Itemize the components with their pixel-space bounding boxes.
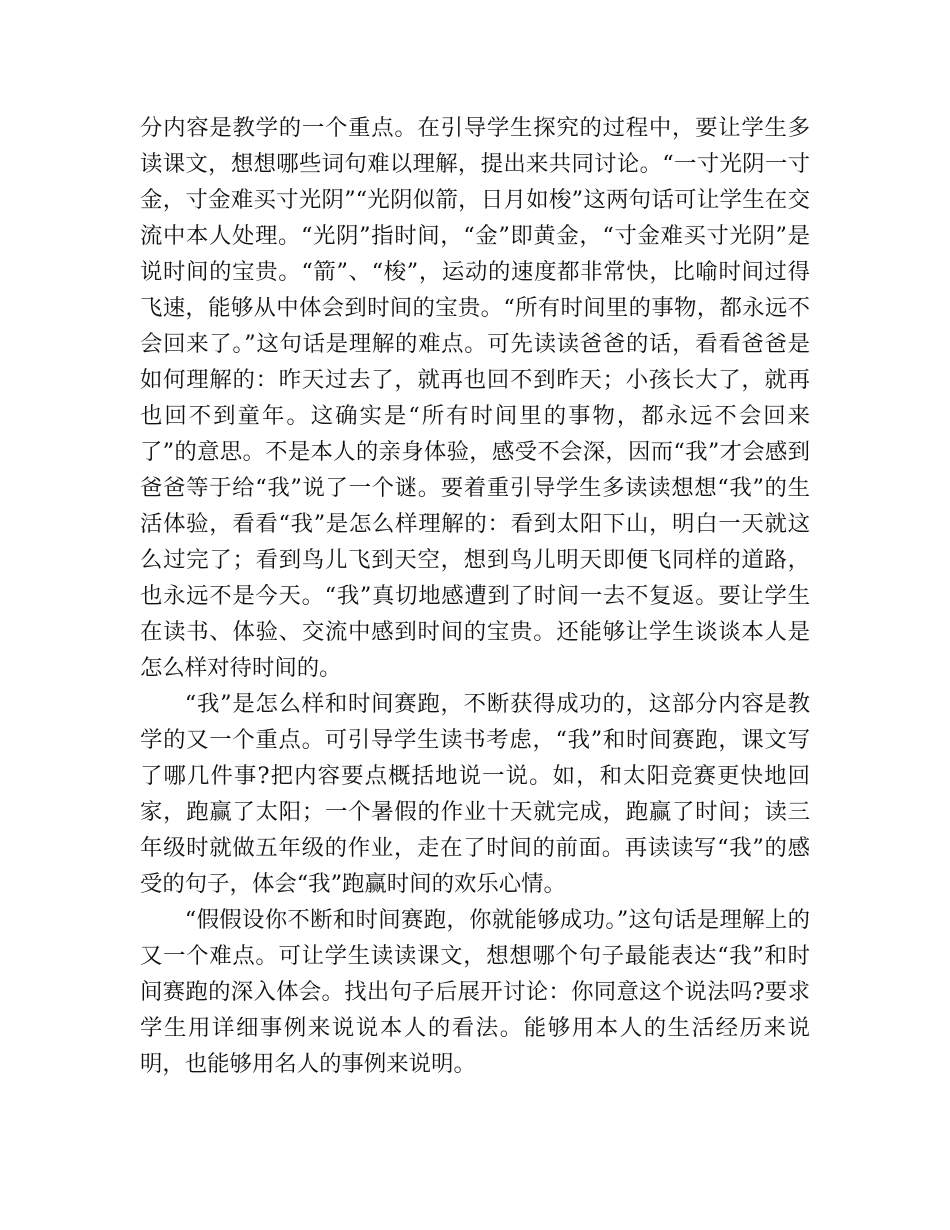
paragraph-3: “假假设你不断和时间赛跑，你就能够成功。”这句话是理解上的又一个难点。可让学生读读课文，想想哪个句子最能表达“我”和时间赛跑的深入体会。找出句子后展开讨论：你同意这个说法吗?要求学生用详细事例来说说本人的看法。能够用本人的生活经历来说明，也能够用名人的事例来说明。	[140, 907, 810, 1077]
paragraph-1: 分内容是教学的一个重点。在引导学生探究的过程中，要让学生多读课文，想想哪些词句难以理解，提出来共同讨论。“一寸光阴一寸金，寸金难买寸光阴”“光阴似箭，日月如梭”这两句话可让学生在交流中本人处理。“光阴”指时间，“金”即黄金，“寸金难买寸光阴”是说时间的宝贵。“箭”、“梭”，运动的速度都非常快，比喻时间过得飞速，能够从中体会到时间的宝贵。“所有时间里的事物，都永远不会回来了。”这句话是理解的难点。可先读读爸爸的话，看看爸爸是如何理解的：昨天过去了，就再也回不到昨天；小孩长大了，就再也回不到童年。这确实是“所有时间里的事物，都永远不会回来了”的意思。不是本人的亲身体验，感受不会深，因而“我”才会感到爸爸等于给“我”说了一个谜。要着重引导学生多读读想想“我”的生活体验，看看“我”是怎么样理解的：看到太阳下山，明白一天就这么过完了；看到鸟儿飞到天空，想到鸟儿明天即便飞同样的道路，也永远不是今天。“我”真切地感遭到了时间一去不复返。要让学生在读书、体验、交流中感到时间的宝贵。还能够让学生谈谈本人是怎么样对待时间的。	[140, 115, 810, 681]
document-body	[140, 110, 810, 1082]
paragraph-2: “我”是怎么样和时间赛跑，不断获得成功的，这部分内容是教学的又一个重点。可引导学生读书考虑，“我”和时间赛跑，课文写了哪几件事?把内容要点概括地说一说。如，和太阳竞赛更快地回家，跑赢了太阳；一个暑假的作业十天就完成，跑赢了时间；读三年级时就做五年级的作业，走在了时间的前面。再读读写“我”的感受的句子，体会“我”跑赢时间的欢乐心情。	[140, 691, 810, 897]
